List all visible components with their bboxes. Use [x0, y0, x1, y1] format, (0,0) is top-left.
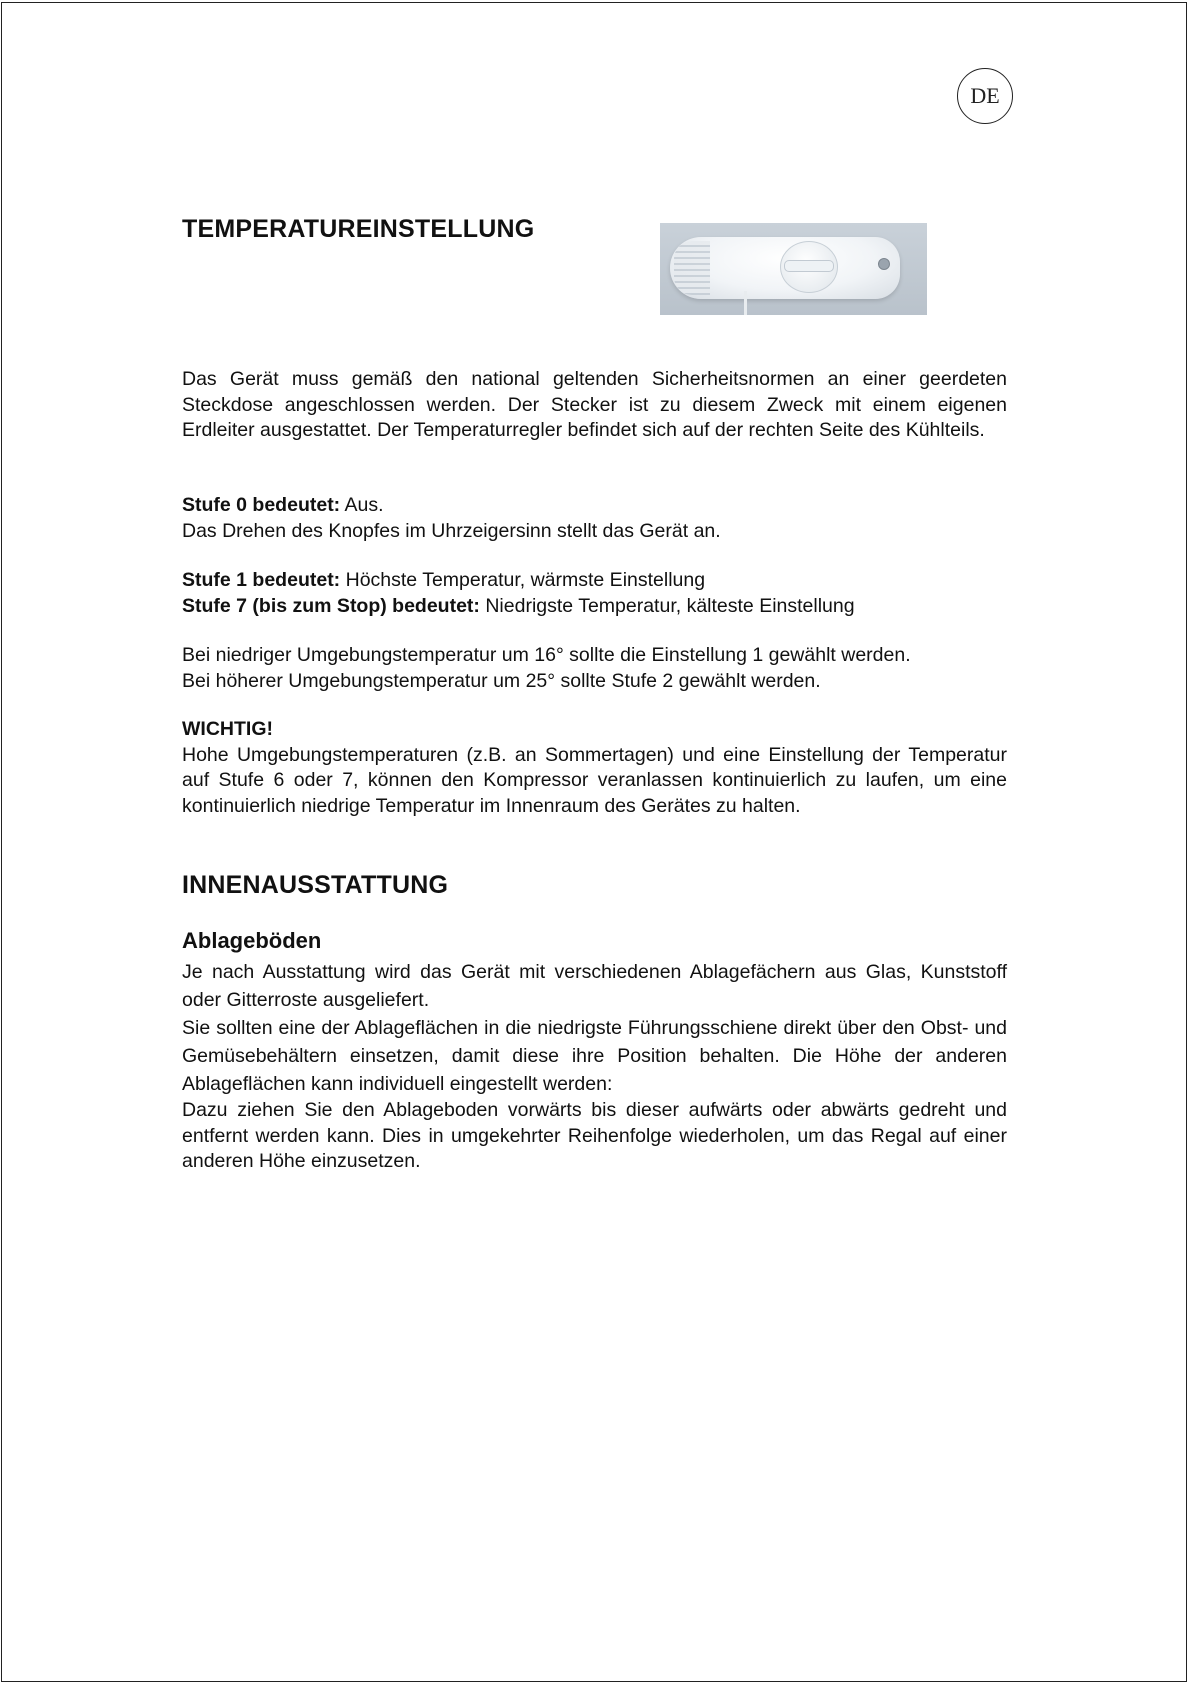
section-title-interior: INNENAUSSTATTUNG	[182, 871, 449, 899]
shelves-para-2: Sie sollten eine der Ablageflächen in die niedrigste Führungsschiene direkt über den Obst- und Gemüsebehältern einsetzen, damit diese ihre Position behalten. Die Höhe der anderen Ablageflächen kann individuell eingestellt werden:	[182, 1017, 1007, 1095]
level-7-label: Stufe 7 (bis zum Stop) bedeutet:	[182, 594, 480, 617]
thermostat-photo	[660, 223, 927, 315]
section-title-temperature: TEMPERATUREINSTELLUNG	[182, 215, 535, 243]
language-badge: DE	[957, 68, 1013, 124]
knob-ridge	[784, 260, 834, 272]
ambient-block	[182, 643, 1007, 694]
intro-paragraph: Das Gerät muss gemäß den national geltenden Sicherheitsnormen an einer geerdeten Steckdose angeschlossen werden. Der Stecker ist zu diesem Zweck mit einem eigenen Erdleiter ausgestattet. Der Temperaturregler befindet sich auf der rechten Seite des Kühlteils.	[182, 368, 1007, 441]
level-1-7-block	[182, 568, 1007, 619]
important-block	[182, 717, 1007, 819]
level-7-text: Niedrigste Temperatur, kälteste Einstellung	[479, 594, 855, 617]
level-0-block	[182, 493, 1007, 544]
turn-knob-text: Das Drehen des Knopfes im Uhrzeigersinn stellt das Gerät an.	[182, 519, 721, 542]
level-0-label: Stufe 0 bedeutet:	[182, 494, 341, 516]
shelves-para-1: Je nach Ausstattung wird das Gerät mit verschiedenen Ablagefächern aus Glas, Kunststoff oder Gitterroste ausgeliefert.	[182, 961, 1007, 1011]
shelves-block	[182, 958, 1007, 1175]
cable-stem	[744, 291, 747, 315]
level-1-line	[182, 568, 1007, 594]
level-1-label: Stufe 1 bedeutet:	[182, 569, 341, 591]
light-bulb-icon	[878, 258, 890, 270]
page-frame	[1, 2, 1187, 1682]
level-0-line	[182, 493, 1007, 519]
shelves-para-3: Dazu ziehen Sie den Ablageboden vorwärts bis dieser aufwärts oder abwärts gedreht und entfernt werden kann. Dies in umgekehrter Reihenfolge wiederholen, um das Regal auf einer anderen Höhe einzusetzen.	[182, 1099, 1007, 1172]
important-text: Hohe Umgebungstemperaturen (z.B. an Sommertagen) und eine Einstellung der Temperatur auf Stufe 6 oder 7, können den Kompressor veranlassen kontinuierlich zu laufen, um eine kontinuierlich niedrige Temperatur im Innenraum des Gerätes zu halten.	[182, 743, 1007, 817]
ambient-low-text: Bei niedriger Umgebungstemperatur um 16° sollte die Einstellung 1 gewählt werden.	[182, 644, 911, 666]
important-label	[182, 717, 1007, 743]
ambient-high-text: Bei höherer Umgebungstemperatur um 25° sollte Stufe 2 gewählt werden.	[182, 669, 821, 692]
level-1-text: Höchste Temperatur, wärmste Einstellung	[340, 569, 706, 591]
shelves-title: Ablageböden	[182, 928, 322, 953]
level-7-line	[182, 594, 1007, 620]
level-0-text: Aus.	[340, 494, 384, 516]
lamp-cover-ribs	[674, 241, 710, 295]
important-label-text: WICHTIG!	[182, 718, 273, 740]
